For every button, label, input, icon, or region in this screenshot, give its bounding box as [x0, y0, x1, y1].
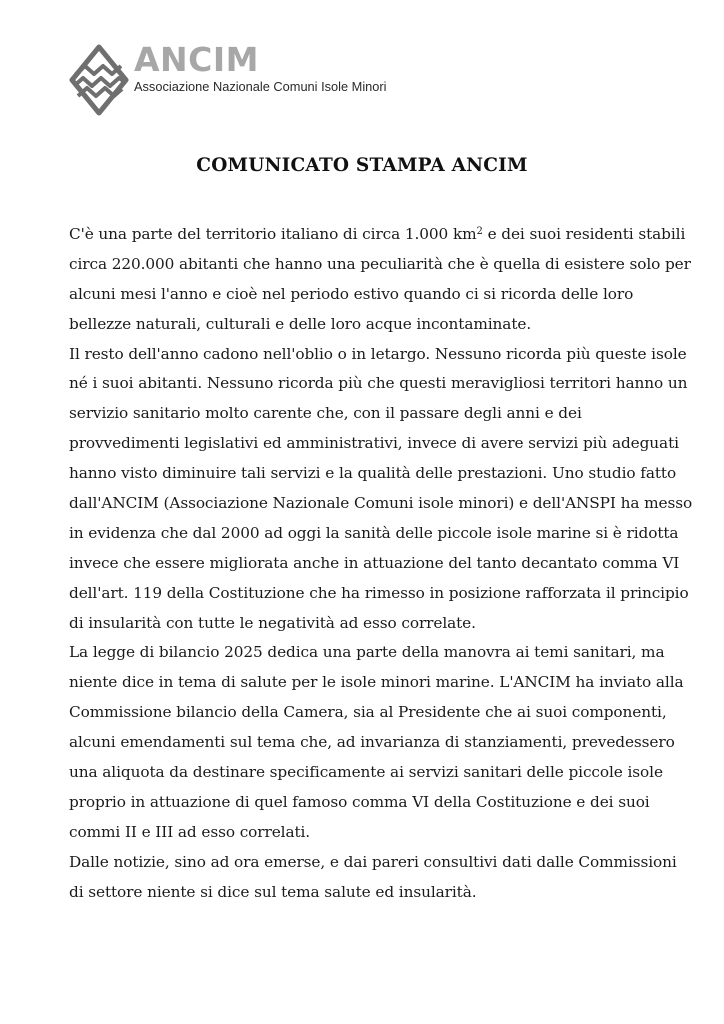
- body-line: [69, 489, 693, 519]
- body-line: [69, 878, 669, 908]
- body-line-text-after: e dei suoi residenti stabili: [482, 225, 686, 243]
- body-line: [69, 848, 677, 878]
- body-line-text: circa 220.000 abitanti che hanno una peculiarità che è quella di esistere solo per: [69, 254, 691, 273]
- body-line: [69, 429, 679, 459]
- body-line: [69, 698, 669, 728]
- body-line-text: in evidenza che dal 2000 ad oggi la sanità delle piccole isole marine si è ridotta: [69, 523, 679, 542]
- ancim-logo: [68, 42, 388, 114]
- body-line-text: Commissione bilancio della Camera, sia al Presidente che ai suoi componenti,: [69, 703, 667, 722]
- body-line-text: alcuni emendamenti sul tema che, ad invarianza di stanziamenti, prevedessero: [69, 733, 675, 752]
- body-line-text: proprio in attuazione di quel famoso comma VI della Costituzione e dei suoi: [69, 792, 650, 811]
- body-line: [69, 788, 669, 818]
- body-line: [69, 280, 669, 310]
- logo-subtitle: Associazione Nazionale Comuni Isole Minori: [134, 79, 387, 94]
- body-line-text: bellezze naturali, culturali e delle loro acque incontaminate.: [69, 314, 532, 333]
- body-line-text: Il resto dell'anno cadono nell'oblio o in letargo. Nessuno ricorda più queste isole: [69, 344, 687, 363]
- body-line: [69, 250, 691, 280]
- body-line: [69, 310, 669, 340]
- page-title: COMUNICATO STAMPA ANCIM: [196, 155, 528, 176]
- body-line: [69, 609, 669, 639]
- body-line: [69, 818, 669, 848]
- body-line-text: di settore niente si dice sul tema salute ed insularità.: [69, 882, 477, 901]
- body-line-text: di insularità con tutte le negatività ad esso correlate.: [69, 613, 476, 632]
- body-line-text: commi II e III ad esso correlati.: [69, 822, 311, 841]
- body-line: [69, 668, 684, 698]
- ancim-wave-icon: [68, 44, 130, 116]
- body-line: [69, 758, 669, 788]
- body-line: [69, 519, 679, 549]
- body-line-text: servizio sanitario molto carente che, con il passare degli anni e dei: [69, 404, 582, 423]
- body-line-text: hanno visto diminuire tali servizi e la qualità delle prestazioni. Uno studio fatto: [69, 464, 677, 483]
- body-line-text: dall'ANCIM (Associazione Nazionale Comuni isole minori) e dell'ANSPI ha messo: [69, 494, 693, 513]
- body-line: [69, 638, 669, 668]
- body-line: [69, 459, 677, 489]
- body-line-text: né i suoi abitanti. Nessuno ricorda più che questi meravigliosi territori hanno un: [69, 374, 688, 393]
- body-line-text: Dalle notizie, sino ad ora emerse, e dai pareri consultivi dati dalle Commissioni: [69, 852, 677, 871]
- body-line-text: provvedimenti legislativi ed amministrativi, invece di avere servizi più adeguati: [69, 434, 679, 453]
- logo-name: ANCIM: [134, 40, 259, 79]
- body-line-text: C'è una parte del territorio italiano di circa 1.000 km: [69, 225, 477, 243]
- body-line-text: niente dice in tema di salute per le isole minori marine. L'ANCIM ha inviato alla: [69, 673, 684, 692]
- body-line-text: una aliquota da destinare specificamente ai servizi sanitari delle piccole isole: [69, 763, 663, 782]
- body-line: [69, 728, 675, 758]
- body-line: [69, 549, 680, 579]
- press-release-body: [69, 220, 693, 907]
- body-line: [69, 220, 686, 250]
- body-line: [69, 369, 688, 399]
- superscript: 2: [476, 226, 483, 237]
- body-line-text: alcuni mesi l'anno e cioè nel periodo estivo quando ci si ricorda delle loro: [69, 284, 634, 303]
- body-line-text: dell'art. 119 della Costituzione che ha rimesso in posizione rafforzata il principio: [69, 583, 689, 602]
- body-line-text: La legge di bilancio 2025 dedica una parte della manovra ai temi sanitari, ma: [69, 643, 665, 662]
- body-line: [69, 399, 669, 429]
- body-line: [69, 579, 689, 609]
- body-line: [69, 340, 687, 370]
- body-line-text: invece che essere migliorata anche in attuazione del tanto decantato comma VI: [69, 553, 680, 572]
